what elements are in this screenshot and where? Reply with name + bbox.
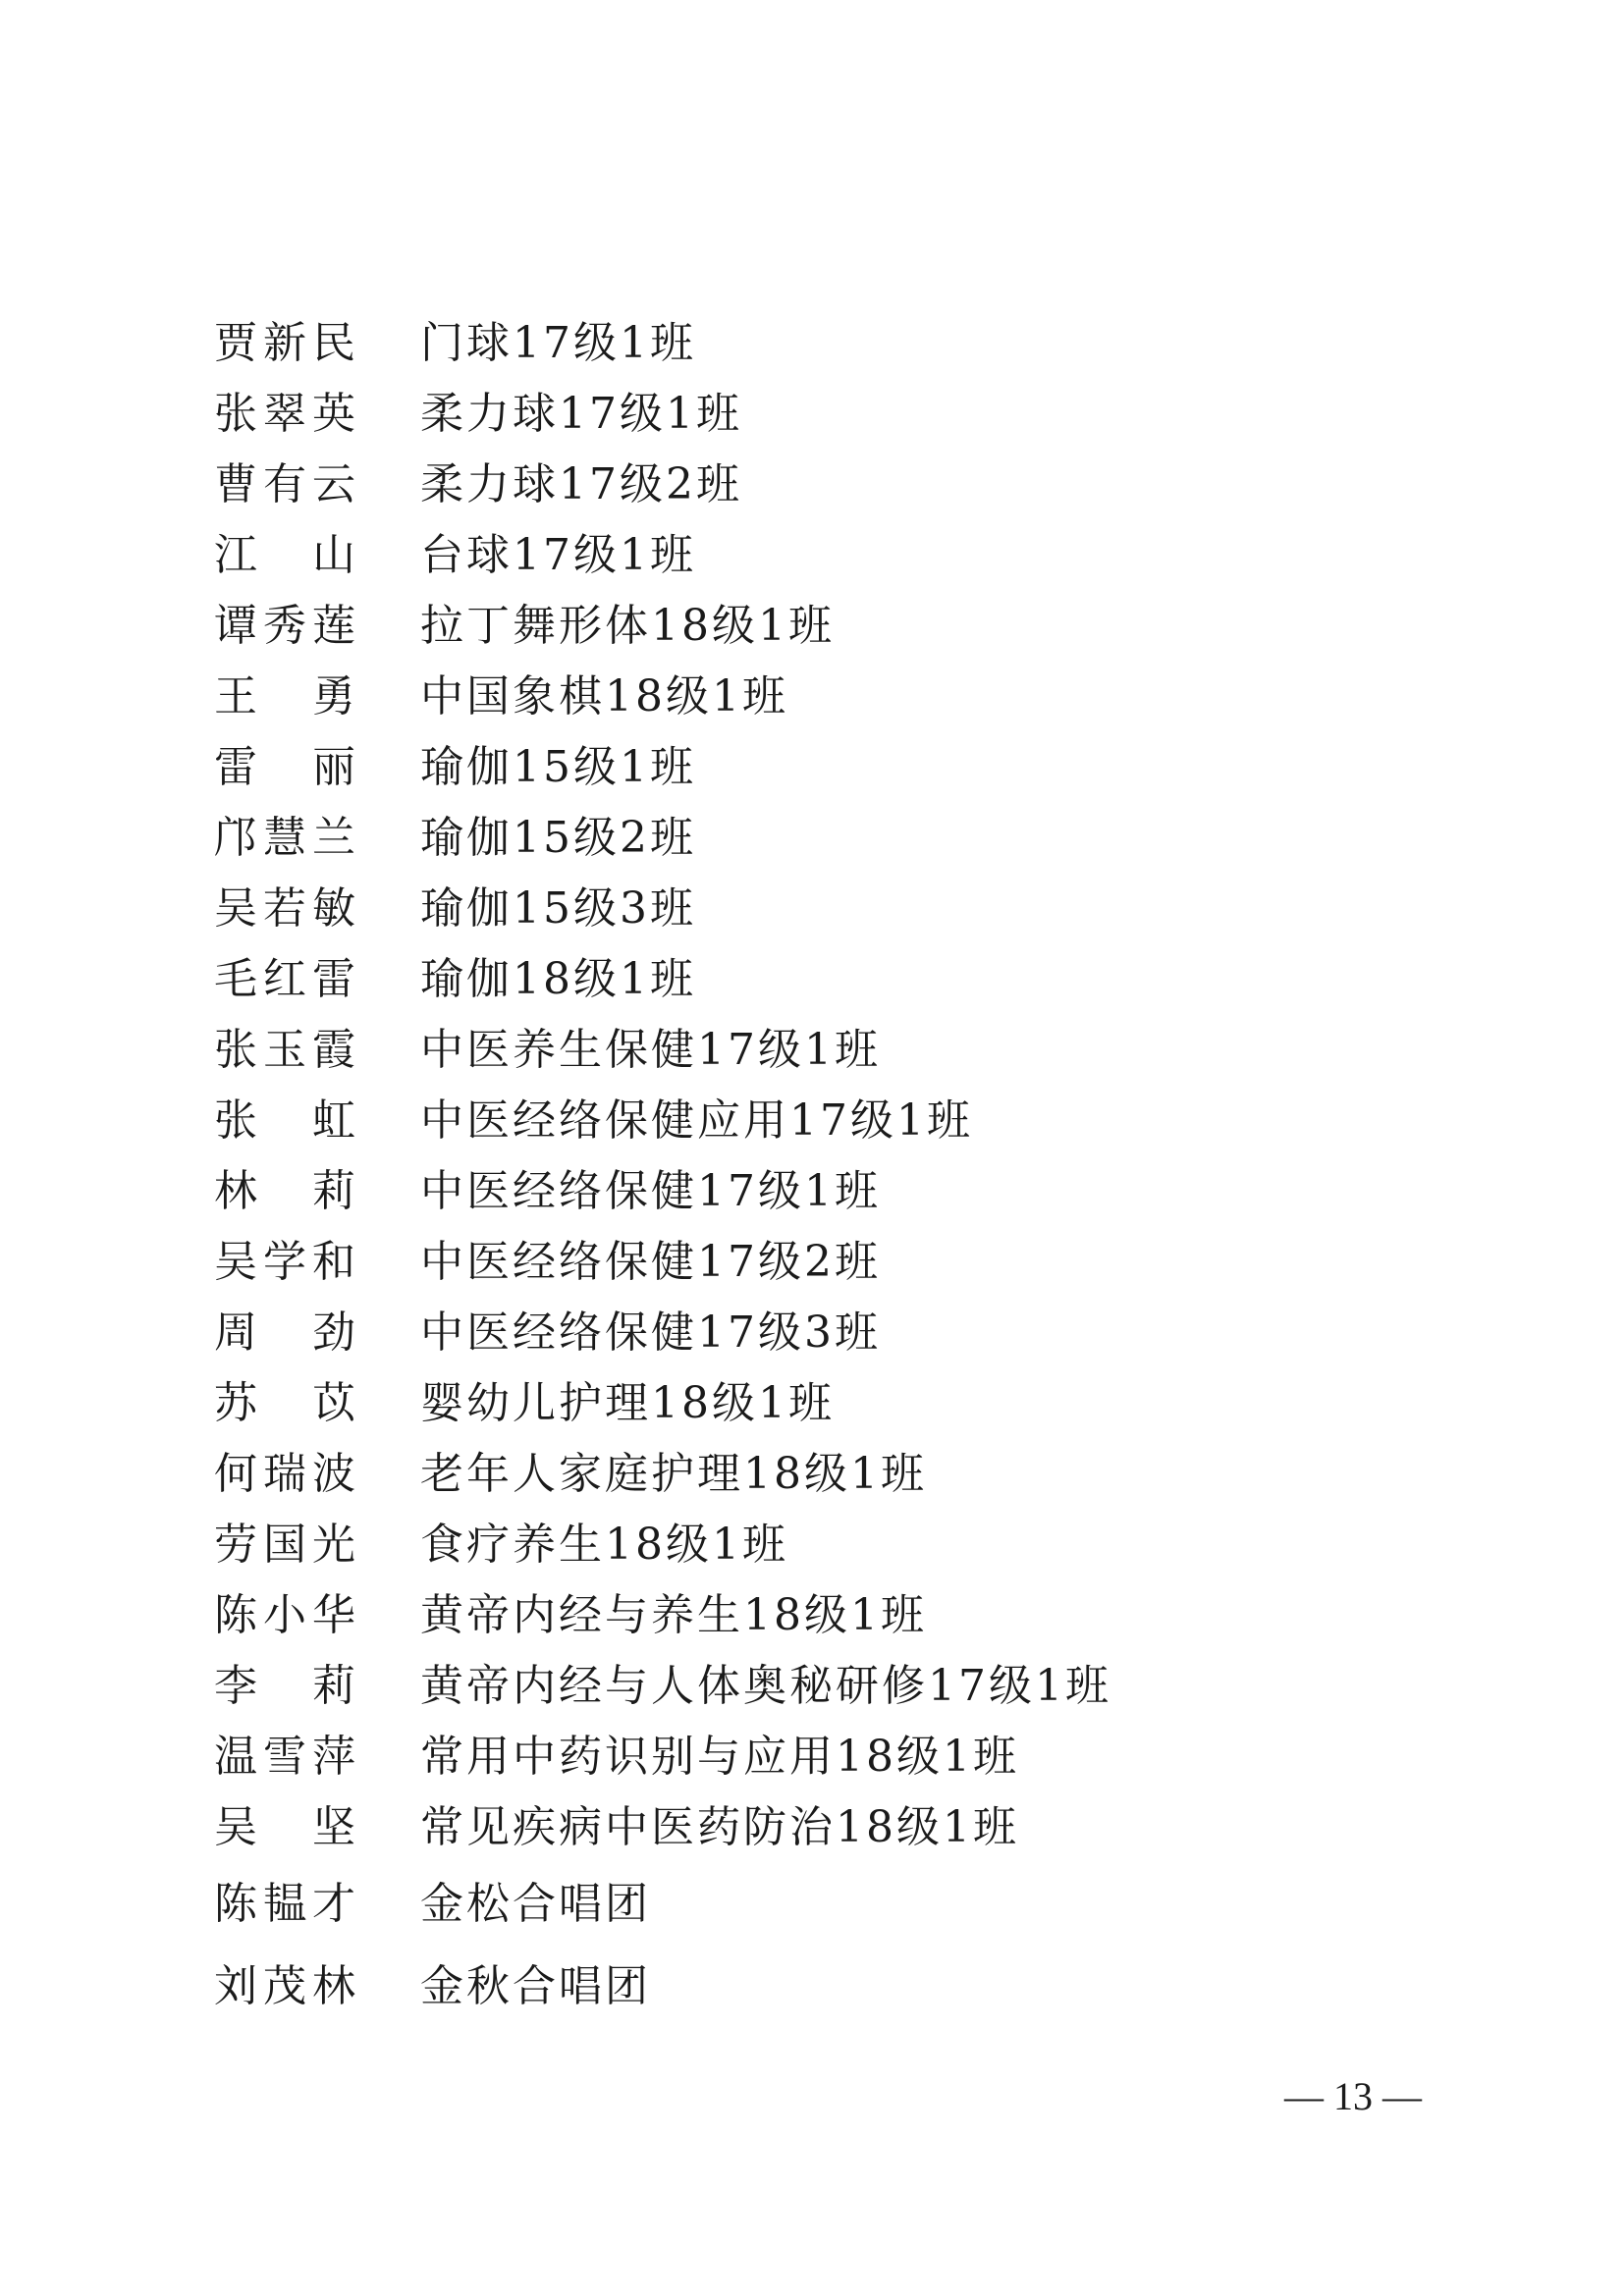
class-name: 常见疾病中医药防治18级1班 [420,1802,1019,1852]
list-item [214,1651,1392,1722]
class-name: 食疗养生18级1班 [420,1520,788,1570]
list-item [214,944,1392,1015]
person-name: 吴学和 [214,1237,361,1287]
class-name: 中医养生保健17级1班 [420,1025,881,1075]
person-name: 张玉霞 [214,1025,361,1075]
person-name: 李 莉 [214,1661,361,1711]
list-item [214,1863,1392,1946]
list-item [214,308,1392,379]
list-item [214,1792,1392,1863]
list-item [214,1015,1392,1086]
person-name: 周 劲 [214,1308,361,1358]
person-name: 吴若敏 [214,883,361,934]
class-name: 柔力球17级1班 [420,389,742,439]
person-name: 吴 坚 [214,1802,361,1852]
class-name: 瑜伽15级3班 [420,883,696,934]
list-item [214,1298,1392,1368]
list-item [214,732,1392,803]
list-item [214,520,1392,591]
list-item [214,379,1392,450]
class-name: 拉丁舞形体18级1班 [420,601,835,651]
class-name: 台球17级1班 [420,530,696,580]
person-name: 贾新民 [214,318,361,368]
class-name: 柔力球17级2班 [420,459,742,509]
person-name: 苏 苡 [214,1378,361,1428]
class-name: 门球17级1班 [420,318,696,368]
list-item [214,1086,1392,1156]
person-name: 江 山 [214,530,361,580]
class-name: 瑜伽15级2班 [420,813,696,863]
person-name: 毛红雷 [214,954,361,1004]
class-name: 瑜伽15级1班 [420,742,696,792]
list-item [214,1510,1392,1580]
person-name: 张翠英 [214,389,361,439]
person-name: 温雪萍 [214,1732,361,1782]
class-name: 中医经络保健应用17级1班 [420,1095,973,1146]
list-item [214,874,1392,944]
list-item [214,591,1392,662]
list-item [214,450,1392,520]
class-name: 黄帝内经与人体奥秘研修17级1班 [420,1661,1111,1711]
person-name: 劳国光 [214,1520,361,1570]
list-item [214,1722,1392,1792]
class-name: 金松合唱团 [420,1879,651,1929]
person-name: 邝慧兰 [214,813,361,863]
class-name: 瑜伽18级1班 [420,954,696,1004]
person-name: 张 虹 [214,1095,361,1146]
list-item [214,1439,1392,1510]
class-name: 中医经络保健17级1班 [420,1166,881,1216]
list-item [214,1368,1392,1439]
person-name: 王 勇 [214,671,361,721]
person-name: 何瑞波 [214,1449,361,1499]
person-name: 刘茂林 [214,1961,361,2011]
person-name: 林 莉 [214,1166,361,1216]
person-name: 谭秀莲 [214,601,361,651]
class-name: 老年人家庭护理18级1班 [420,1449,927,1499]
class-name: 黄帝内经与养生18级1班 [420,1590,927,1640]
person-name: 陈韫才 [214,1879,361,1929]
list-item [214,1946,1392,2028]
class-name: 中医经络保健17级2班 [420,1237,881,1287]
class-name: 中国象棋18级1班 [420,671,788,721]
class-name: 金秋合唱团 [420,1961,651,2011]
list-item [214,662,1392,732]
list-item [214,1156,1392,1227]
list-item [214,803,1392,874]
class-name: 常用中药识别与应用18级1班 [420,1732,1019,1782]
person-name: 曹有云 [214,459,361,509]
list-item [214,1227,1392,1298]
page-number: — 13 — [1284,2074,1422,2118]
list-item [214,1580,1392,1651]
person-name: 陈小华 [214,1590,361,1640]
person-name: 雷 丽 [214,742,361,792]
class-name: 婴幼儿护理18级1班 [420,1378,835,1428]
name-list [214,308,1392,2028]
class-name: 中医经络保健17级3班 [420,1308,881,1358]
